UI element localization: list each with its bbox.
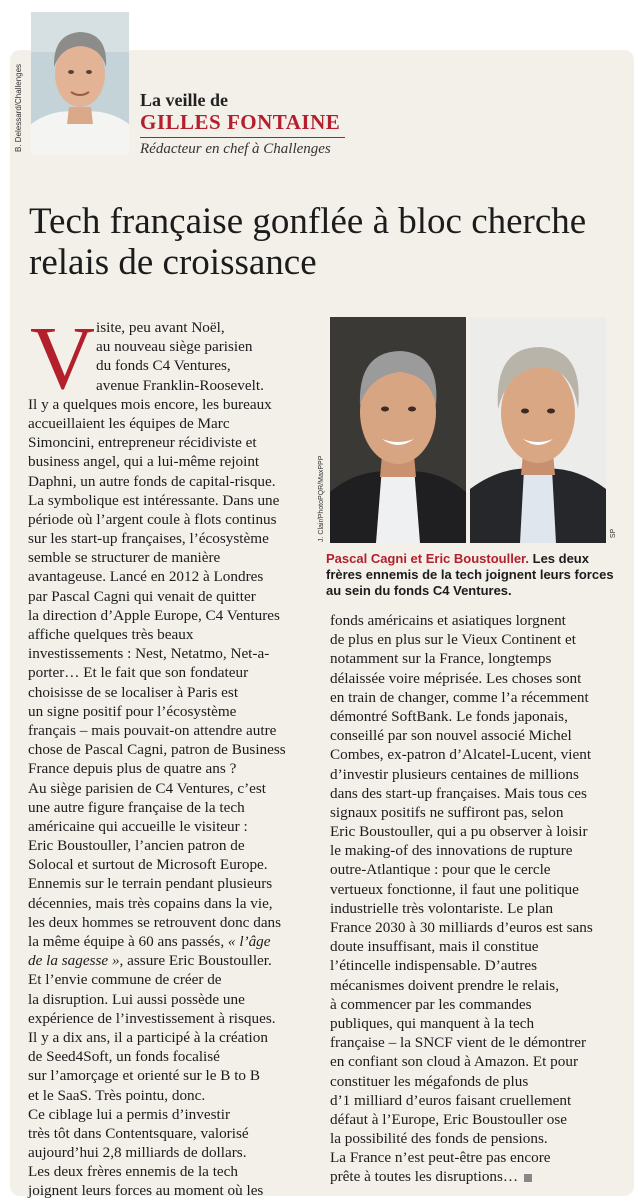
photo-credit: J. Clair/PhotoPQR/MaxPPP [318, 455, 325, 542]
caption-names: Pascal Cagni et Eric Boustouller. [326, 551, 530, 566]
text-line: notamment sur la France, longtemps [330, 650, 552, 668]
text-line: fonds américains et asiatiques lorgnent [330, 612, 566, 629]
text-line: expérience de l’investissement à risques. [28, 1009, 276, 1027]
text-line: France depuis plus de quatre ans ? [28, 760, 237, 778]
text-line: un signe positif pour l’écosystème [28, 702, 237, 720]
text-line: de Seed4Soft, un fonds focalisé [28, 1048, 220, 1066]
text-line: conseillé par son nouvel associé Michel [330, 727, 572, 745]
text-line: La symbolique est intéressante. Dans une [28, 491, 280, 509]
text-line: semble se structurer de manière [28, 549, 221, 567]
text-line [28, 932, 318, 951]
text-line: sur les start-up françaises, l’écosystème [28, 530, 269, 548]
text-line: de la sagesse », assure Eric Boustouller. [28, 952, 272, 970]
caption-text: Les deux frères ennemis de la tech joignent leurs forces au sein du fonds C4 Ventures. [326, 551, 614, 598]
text-line: au nouveau siège parisien [96, 338, 253, 356]
text-line: joignent leurs forces au moment où les [28, 1182, 264, 1200]
end-mark [524, 1174, 532, 1182]
text-line: de plus en plus sur le Vieux Continent et [330, 631, 576, 649]
text-line: l’étincelle indispensable. D’autres [330, 957, 538, 975]
header-divider [140, 137, 345, 138]
text-line: publiques, qui manquent à la tech [330, 1014, 535, 1032]
text-line: Ce ciblage lui a permis d’investir [28, 1105, 231, 1123]
text-line: Il y a quelques mois encore, les bureaux [28, 395, 272, 413]
text-line: Eric Boustouller, l’ancien patron de [28, 837, 245, 855]
text-line: français – mais pouvait-on attendre autre [28, 721, 277, 739]
text-line: française – la SNCF vient de le démontrer [330, 1034, 586, 1052]
text-line: sur l’amorçage et orienté sur le B to B [28, 1067, 260, 1085]
text-line: avenue Franklin-Roosevelt. [96, 376, 264, 394]
text-line: chose de Pascal Cagni, patron de Business [28, 741, 286, 759]
text-line: la direction d’Apple Europe, C4 Ventures [28, 606, 280, 624]
portrait-credit: B. Delessard/Challenges [14, 63, 23, 152]
text-line: et le SaaS. Très pointu, donc. [28, 1086, 206, 1104]
text-line: porter… Et le fait que son fondateur [28, 664, 249, 682]
text-line: France 2030 à 30 milliards d’euros est sans [330, 919, 593, 936]
text-line: Eric Boustouller, qui a pu observer à loisir [330, 823, 588, 841]
text-line: Solocal et surtout de Microsoft Europe. [28, 856, 268, 874]
photo-credit-sp: SP [610, 528, 618, 539]
text-line: démontré SoftBank. Le fonds japonais, [330, 707, 568, 725]
text-line: Les deux frères ennemis de la tech [28, 1163, 238, 1181]
text-line: doute insuffisant, mais il constitue [330, 938, 539, 956]
author-role: Rédacteur en chef à Challenges [140, 141, 331, 157]
text-line: très tôt dans Contentsquare, valorisé [28, 1124, 249, 1142]
text-line: du fonds C4 Ventures, [96, 357, 231, 375]
text-line: dans des start-up françaises. Mais tous ces [330, 784, 587, 802]
photo-caption [326, 551, 626, 599]
text-line: choisisse de se localiser à Paris est [28, 683, 239, 701]
author-portrait [31, 12, 129, 155]
text-line: affiche quelques très beaux [28, 626, 194, 643]
photo-eric-boustouller [470, 317, 606, 543]
text-line: mécanismes doivent prendre le relais, [330, 976, 559, 994]
text-line: accueillaient les équipes de Marc [28, 414, 230, 432]
left-column [28, 318, 318, 1201]
text-line: la possibilité des fonds de pensions. [330, 1130, 548, 1148]
text-line: délaissée voire méprisée. Les choses sont [330, 669, 582, 687]
text-line: Et l’envie commune de créer de [28, 971, 222, 989]
text-line: par Pascal Cagni qui venait de quitter [28, 587, 256, 605]
text-fragment: la même équipe à 60 ans passés, [28, 933, 225, 950]
text-line [330, 1167, 630, 1186]
text-line: Combes, ex-patron d’Alcatel-Lucent, vient [330, 746, 592, 764]
right-column [330, 611, 630, 1187]
text-line: en train de changer, comme l’a récemment [330, 688, 589, 706]
headline: Tech française gonflée à bloc cherche relais de croissance [29, 201, 587, 283]
text-line: en confiant son cloud à Amazon. Et pour [330, 1053, 578, 1071]
text-line: Ennemis sur le terrain pendant plusieurs [28, 875, 273, 893]
text-line: industrielle très volontariste. Le plan [330, 899, 554, 917]
text-line: Au siège parisien de C4 Ventures, c’est [28, 779, 267, 797]
text-line: outre-Atlantique : pour que le cercle [330, 861, 551, 879]
text-line: La France n’est peut-être pas encore [330, 1149, 551, 1167]
text-line: Il y a dix ans, il a participé à la création [28, 1028, 268, 1046]
text-line: Daphni, un autre fonds de capital-risque. [28, 472, 276, 490]
drop-cap: V [30, 309, 95, 408]
quote-fragment: de la sagesse » [28, 952, 120, 970]
text-line: américaine qui accueille le visiteur : [28, 817, 248, 835]
column-kicker: La veille de [140, 90, 228, 110]
text-line: constituer les mégafonds de plus [330, 1072, 529, 1090]
text-line: investissements : Nest, Netatmo, Net-a- [28, 645, 270, 663]
quote-fragment: « l’âge [227, 933, 271, 950]
text-line: d’investir plusieurs centaines de millions [330, 765, 579, 783]
text-line: Simoncini, entrepreneur récidiviste et [28, 434, 257, 452]
text-line: à commencer par les commandes [330, 995, 532, 1013]
text-line: une autre figure française de la tech [28, 798, 245, 816]
photo-pascal-cagni [330, 317, 466, 543]
text-line: défaut à l’Europe, Eric Boustouller ose [330, 1110, 568, 1128]
text-line: d’1 milliard d’euros faisant cruellement [330, 1091, 572, 1109]
text-line: signaux positifs ne suffiront pas, selon [330, 803, 564, 821]
text-line: le making-of des innovations de rupture [330, 842, 573, 860]
text-line: avantageuse. Lancé en 2012 à Londres [28, 568, 264, 586]
author-name: GILLES FONTAINE [140, 110, 341, 134]
text-line: période où l’argent coule à flots continus [28, 510, 277, 528]
text-line: business angel, qui a lui-même rejoint [28, 453, 260, 471]
text-line: aujourd’hui 2,8 milliards de dollars. [28, 1144, 247, 1162]
text-line: la disruption. Lui aussi possède une [28, 990, 245, 1008]
text-line: isite, peu avant Noël, [96, 319, 225, 336]
text-line: les deux hommes se retrouvent donc dans [28, 913, 282, 931]
text-line: vertueux fonctionne, il faut une politique [330, 880, 579, 898]
text-fragment: prête à toutes les disruptions… [330, 1168, 519, 1186]
text-line: décennies, mais très copains dans la vie, [28, 894, 273, 912]
